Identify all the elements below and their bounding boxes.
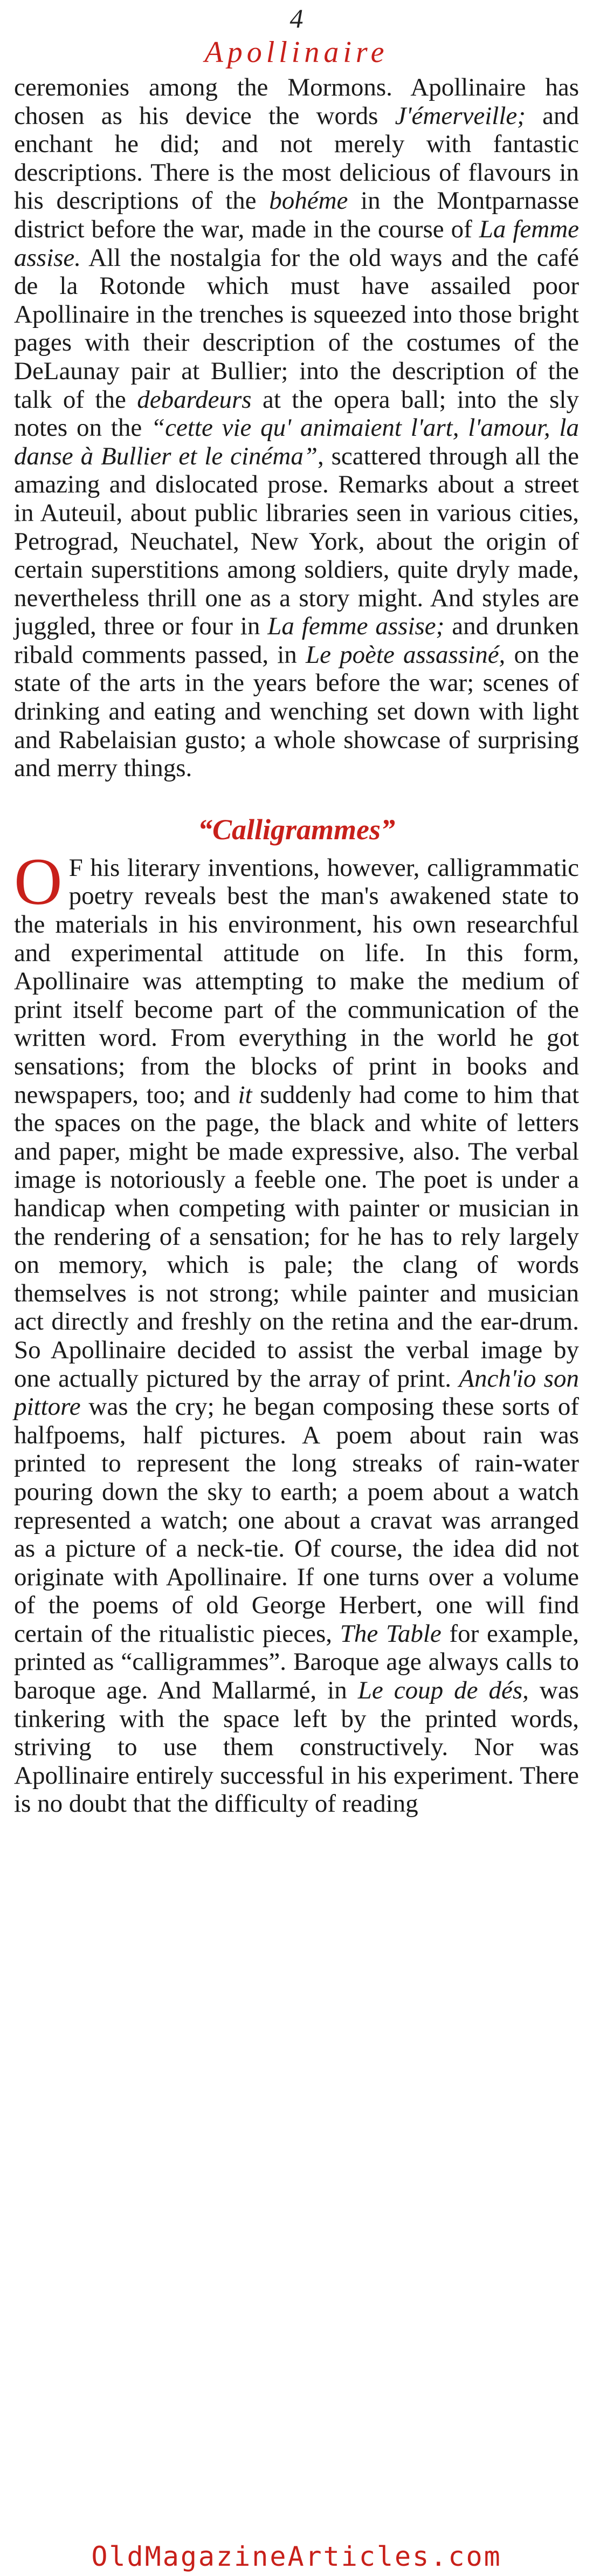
site-footer[interactable]: OldMagazineArticles.com xyxy=(91,2541,502,2572)
text-run: at the opera ball; into the sly notes on the xyxy=(14,385,579,442)
text-run: on the state of the arts in the years before the war; scenes of drinking and eating and wenching set down with light and Rabelaisian gusto; a whole showcase of surprising and merry things. xyxy=(14,640,579,783)
italic-phrase: The Table xyxy=(340,1619,442,1648)
page-number: 4 xyxy=(289,3,304,33)
paragraph-1 xyxy=(14,73,579,783)
text-run: in the Montparnasse district before the war, made in the course of xyxy=(14,187,579,243)
text-run: and enchant he did; and not merely with fantastic descriptions. There is the most delicious of flavours in his descriptions of the xyxy=(14,101,579,215)
text-run: and drunken ribald comments passed, in xyxy=(14,612,580,669)
running-head: Apollinaire xyxy=(204,36,389,69)
section-heading: “Calligrammes” xyxy=(197,813,396,846)
italic-phrase: Anch'io son pittore xyxy=(14,1364,579,1421)
italic-phrase: debardeurs xyxy=(137,385,252,414)
text-run: , scattered through all the amazing and dislocated prose. Remarks about a street in Auteuil, about public libraries seen in various cities, Petrograd, Neuchatel, New York, about the origin of certain superstitions among soldiers, quite dryly made, nevertheless thrill one as a story might. And styles are juggled, three or four in xyxy=(14,442,579,641)
italic-phrase: Le coup de dés, xyxy=(357,1676,529,1705)
text-run: ceremonies among the Mormons. Apollinaire has chosen as his device the words xyxy=(14,73,579,130)
drop-cap: O xyxy=(14,844,63,919)
text-run: suddenly had come to him that the spaces on the page, the black and white of letters and paper, might be made expressive, also. The verbal image is notoriously a feeble one. The poet is under a handicap when competing with painter or musician in the rendering of a sensation; for he has to rely largely on memory, which is pale; the clang of words themselves is not strong; while painter and musician act directly and freshly on the retina and the ear-drum. So Apollinaire decided to assist the verbal image by one actually pictured by the array of print. xyxy=(14,1080,579,1393)
text-run: F his literary inventions, however, calligrammatic poetry reveals best the man's awakened state to the materials in his environment, his own researchful and experimental attitude on life. In this form, Apollinaire was attempting to make the medium of print itself become part of the communication of the written word. From everything in the world he got sensations; from the blocks of print in books and newspapers, too; and xyxy=(14,853,579,1109)
italic-phrase: Le poète assassiné, xyxy=(305,640,506,669)
italic-phrase: bohéme xyxy=(269,187,348,215)
italic-phrase: J'émerveille; xyxy=(395,101,526,130)
text-run: for example, printed as “calligrammes”. Baroque age always calls to baroque age. And Mallarmé, in xyxy=(14,1619,579,1705)
text-run: All the nostalgia for the old ways and the café de la Rotonde which must have assailed poor Apollinaire in the trenches is squeezed into those bright pages with their description of the costumes of the DeLaunay pair at Bullier; into the description of the talk of the xyxy=(14,243,579,414)
italic-phrase: La femme assise. xyxy=(14,215,580,272)
text-run: was the cry; he began composing these sorts of halfpoems, half pictures. A poem about rain was printed to represent the long streaks of rain-water pouring down the sky to earth; a poem about a watch represented a watch; one about a cravat was arranged as a picture of a neck-tie. Of course, the idea did not originate with Apollinaire. If one turns over a volume of the poems of old George Herbert, one will find certain of the ritualistic pieces, xyxy=(14,1393,579,1648)
italic-phrase: it xyxy=(238,1080,252,1109)
text-run: was tinkering with the space left by the printed words, striving to use them constructively. Nor was Apollinaire entirely successful in his experiment. There is no doubt that the difficulty of reading xyxy=(14,1676,580,1818)
italic-phrase: La femme assise; xyxy=(267,612,445,641)
paragraph-2 xyxy=(14,844,580,1818)
italic-phrase: “cette vie qu' animaient l'art, l'amour, la danse à Bullier et le cinéma” xyxy=(14,414,579,470)
